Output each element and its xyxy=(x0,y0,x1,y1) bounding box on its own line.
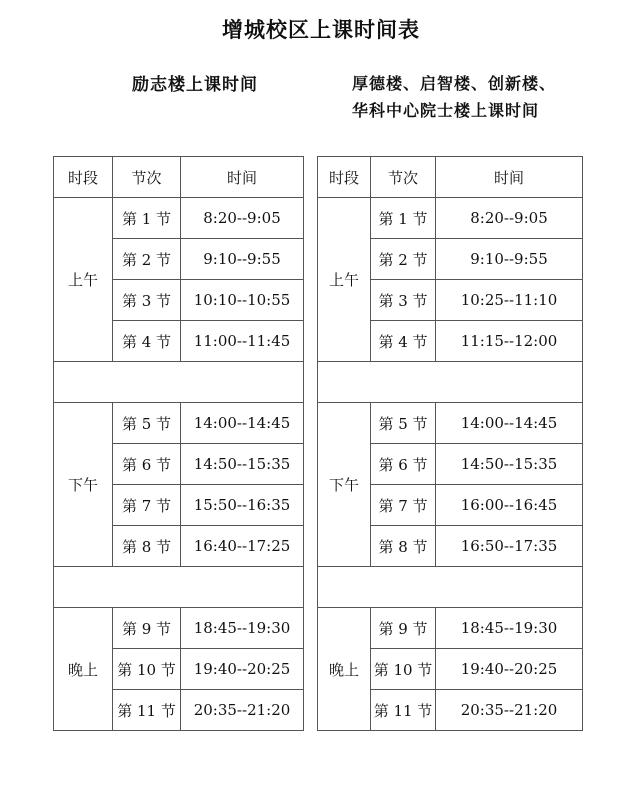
break-cell xyxy=(318,362,583,403)
table-row xyxy=(318,608,583,649)
lesson-cell: 第 6 节 xyxy=(113,444,181,485)
period-cell: 下午 xyxy=(318,403,371,567)
time-cell: 14:00--14:45 xyxy=(436,403,583,444)
period-cell: 下午 xyxy=(54,403,113,567)
period-cell: 上午 xyxy=(318,198,371,362)
break-row xyxy=(54,567,304,608)
left-table-heading: 励志楼上课时间 xyxy=(132,75,258,95)
lesson-cell: 第 4 节 xyxy=(113,321,181,362)
lesson-cell: 第 7 节 xyxy=(113,485,181,526)
time-cell: 14:50--15:35 xyxy=(436,444,583,485)
time-cell: 19:40--20:25 xyxy=(181,649,304,690)
period-cell: 晚上 xyxy=(54,608,113,731)
period-cell: 上午 xyxy=(54,198,113,362)
table-row xyxy=(54,608,304,649)
header-row xyxy=(54,157,304,198)
period-cell: 晚上 xyxy=(318,608,371,731)
time-header: 时间 xyxy=(436,157,583,198)
break-row xyxy=(54,362,304,403)
lesson-cell: 第 5 节 xyxy=(371,403,436,444)
lesson-cell: 第 9 节 xyxy=(113,608,181,649)
time-cell: 18:45--19:30 xyxy=(436,608,583,649)
page-title: 增城校区上课时间表 xyxy=(222,18,420,42)
right-schedule-table xyxy=(317,156,583,731)
lesson-cell: 第 1 节 xyxy=(113,198,181,239)
lesson-cell: 第 6 节 xyxy=(371,444,436,485)
lesson-cell: 第 8 节 xyxy=(113,526,181,567)
lesson-cell: 第 4 节 xyxy=(371,321,436,362)
lesson-cell: 第 10 节 xyxy=(371,649,436,690)
time-cell: 10:10--10:55 xyxy=(181,280,304,321)
right-heading-line-1: 厚德楼、启智楼、创新楼、 xyxy=(352,74,557,93)
lesson-cell: 第 1 节 xyxy=(371,198,436,239)
period-header: 时段 xyxy=(54,157,113,198)
period-header: 时段 xyxy=(318,157,371,198)
lesson-cell: 第 9 节 xyxy=(371,608,436,649)
time-cell: 16:50--17:35 xyxy=(436,526,583,567)
break-cell xyxy=(54,362,304,403)
time-cell: 18:45--19:30 xyxy=(181,608,304,649)
lesson-cell: 第 2 节 xyxy=(113,239,181,280)
break-cell xyxy=(54,567,304,608)
table-row xyxy=(54,198,304,239)
right-table-heading xyxy=(330,70,592,124)
time-header: 时间 xyxy=(181,157,304,198)
lesson-cell: 第 11 节 xyxy=(371,690,436,731)
table-row xyxy=(318,403,583,444)
time-cell: 14:00--14:45 xyxy=(181,403,304,444)
table-row xyxy=(54,403,304,444)
lesson-cell: 第 2 节 xyxy=(371,239,436,280)
lesson-header: 节次 xyxy=(371,157,436,198)
lesson-cell: 第 8 节 xyxy=(371,526,436,567)
break-row xyxy=(318,362,583,403)
lesson-cell: 第 3 节 xyxy=(371,280,436,321)
lesson-cell: 第 7 节 xyxy=(371,485,436,526)
break-row xyxy=(318,567,583,608)
lesson-header: 节次 xyxy=(113,157,181,198)
break-cell xyxy=(318,567,583,608)
time-cell: 16:00--16:45 xyxy=(436,485,583,526)
lesson-cell: 第 10 节 xyxy=(113,649,181,690)
lesson-cell: 第 11 节 xyxy=(113,690,181,731)
lesson-cell: 第 3 节 xyxy=(113,280,181,321)
time-cell: 19:40--20:25 xyxy=(436,649,583,690)
right-heading-line-2: 华科中心院士楼上课时间 xyxy=(352,101,540,120)
time-cell: 8:20--9:05 xyxy=(436,198,583,239)
time-cell: 11:15--12:00 xyxy=(436,321,583,362)
time-cell: 10:25--11:10 xyxy=(436,280,583,321)
time-cell: 15:50--16:35 xyxy=(181,485,304,526)
table-row xyxy=(318,198,583,239)
time-cell: 14:50--15:35 xyxy=(181,444,304,485)
time-cell: 9:10--9:55 xyxy=(181,239,304,280)
time-cell: 16:40--17:25 xyxy=(181,526,304,567)
time-cell: 20:35--21:20 xyxy=(181,690,304,731)
time-cell: 20:35--21:20 xyxy=(436,690,583,731)
lesson-cell: 第 5 节 xyxy=(113,403,181,444)
left-schedule-table xyxy=(53,156,304,731)
time-cell: 8:20--9:05 xyxy=(181,198,304,239)
time-cell: 11:00--11:45 xyxy=(181,321,304,362)
time-cell: 9:10--9:55 xyxy=(436,239,583,280)
header-row xyxy=(318,157,583,198)
